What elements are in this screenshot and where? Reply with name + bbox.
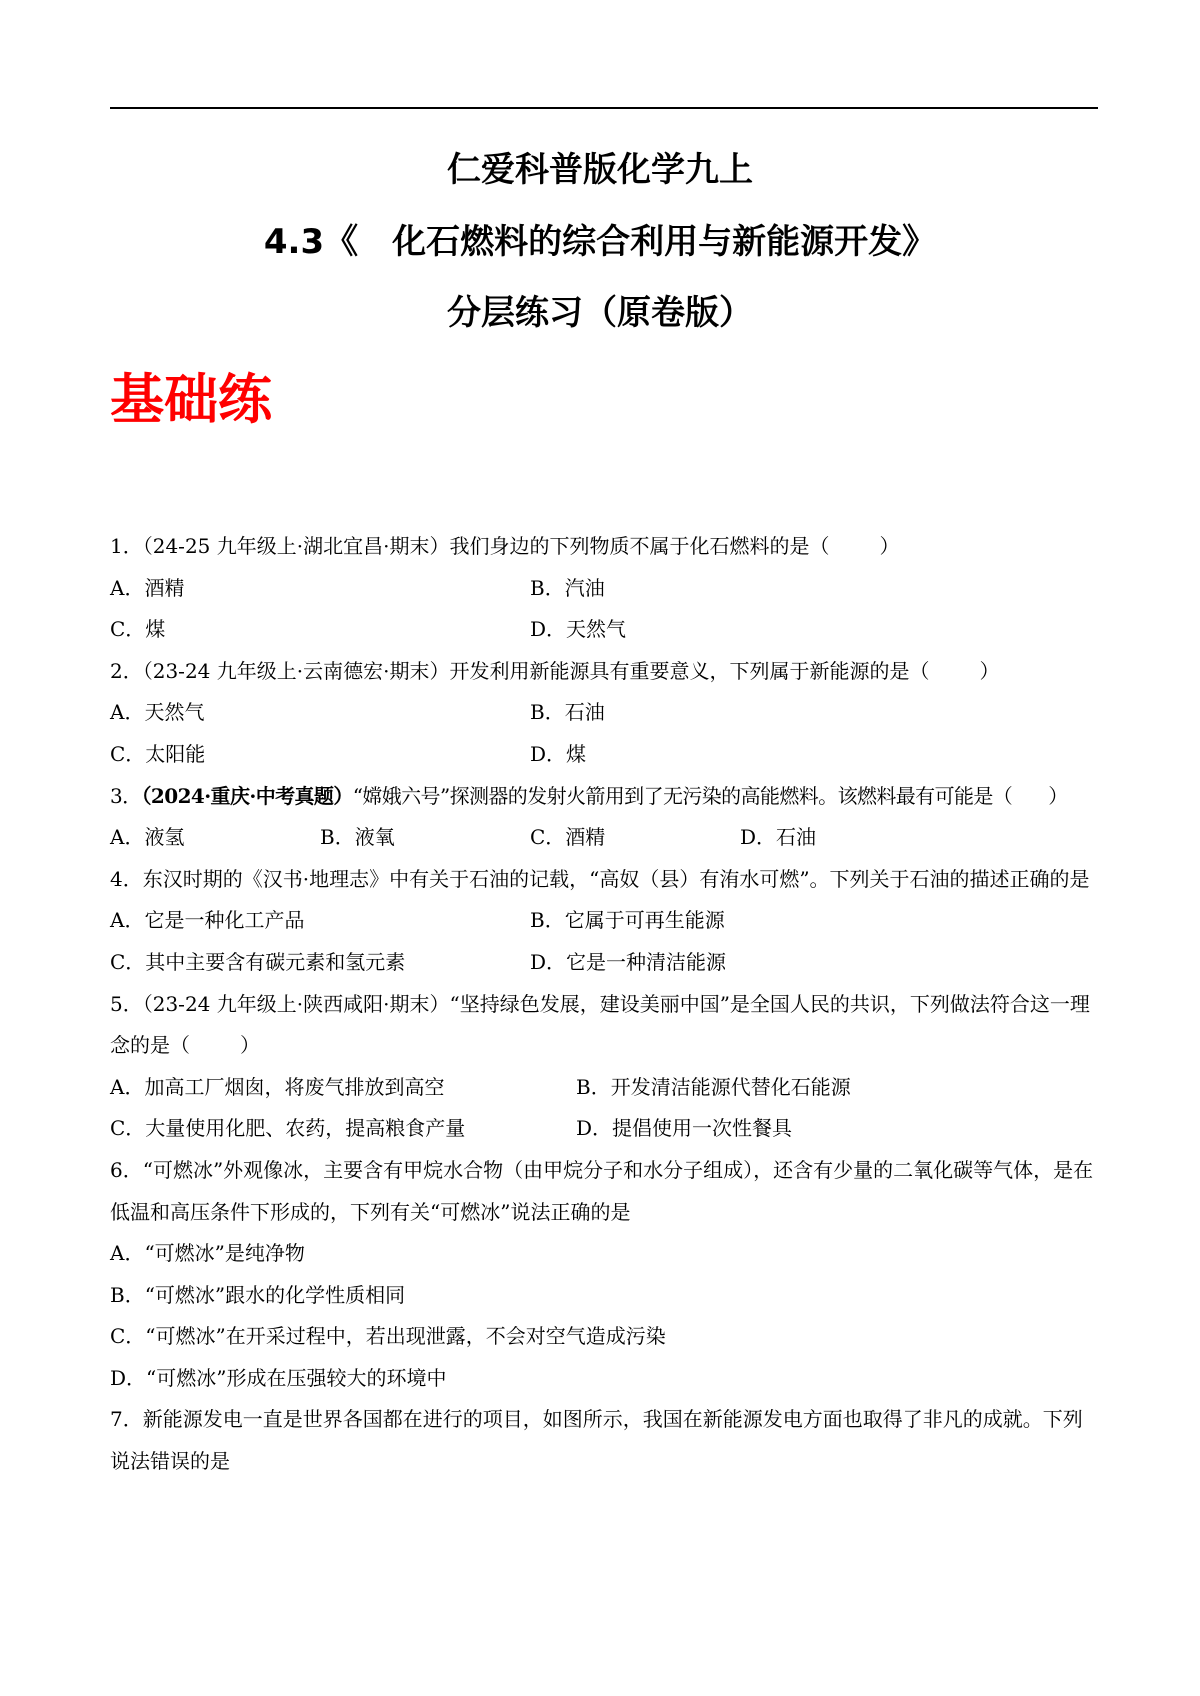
option-c: C．煤 bbox=[110, 617, 166, 642]
title-line-1: 仁爱科普版化学九上 bbox=[447, 150, 753, 190]
option-b: B．汽油 bbox=[530, 575, 605, 600]
title-line-3: 分层练习（原卷版） bbox=[447, 293, 753, 333]
option-b: B．它属于可再生能源 bbox=[530, 908, 725, 933]
section-title: 基础练 bbox=[110, 368, 272, 431]
question-3-options-row bbox=[110, 817, 1098, 859]
option-a: A．液氢 bbox=[110, 825, 185, 850]
question-1-options-row-2 bbox=[110, 609, 1098, 651]
option-b: B．液氧 bbox=[320, 825, 395, 850]
option-b: B．“可燃冰”跟水的化学性质相同 bbox=[110, 1282, 406, 1307]
question-5-options-row-1 bbox=[110, 1067, 1098, 1109]
option-a: A．天然气 bbox=[110, 700, 205, 725]
option-c: C．太阳能 bbox=[110, 741, 206, 766]
title-line-2: 4.3《 化石燃料的综合利用与新能源开发》 bbox=[263, 222, 937, 262]
option-a: A．加高工厂烟囱，将废气排放到高空 bbox=[110, 1074, 445, 1099]
option-d: D．石油 bbox=[740, 825, 817, 850]
question-list bbox=[110, 526, 1098, 1483]
question-2-stem: 2．（23-24 九年级上·云南德宏·期末）开发利用新能源具有重要意义，下列属于新能源的是（ ） bbox=[110, 658, 1000, 683]
question-2-options-row-1 bbox=[110, 692, 1098, 734]
question-5-options-row-2 bbox=[110, 1108, 1098, 1150]
question-1-stem: 1．（24-25 九年级上·湖北宜昌·期末）我们身边的下列物质不属于化石燃料的是（ ） bbox=[110, 534, 900, 558]
question-1-options-row-1 bbox=[110, 568, 1098, 610]
option-b: B．开发清洁能源代替化石能源 bbox=[576, 1074, 851, 1099]
option-c: C．“可燃冰”在开采过程中，若出现泄露，不会对空气造成污染 bbox=[110, 1324, 666, 1349]
option-d: D．“可燃冰”形成在压强较大的环境中 bbox=[110, 1365, 447, 1390]
option-d: D．天然气 bbox=[530, 617, 627, 642]
option-c: C．酒精 bbox=[530, 825, 606, 850]
question-6-stem: 6．“可燃冰”外观像冰，主要含有甲烷水合物（由甲烷分子和水分子组成），还含有少量的二氧化碳等气体，是在低温和高压条件下形成的，下列有关“可燃冰”说法正确的是 bbox=[110, 1157, 1094, 1224]
option-a: A．它是一种化工产品 bbox=[110, 908, 305, 933]
option-d: D．它是一种清洁能源 bbox=[530, 949, 727, 974]
question-2-options-row-2 bbox=[110, 734, 1098, 776]
question-4-options-row-1 bbox=[110, 900, 1098, 942]
option-b: B．石油 bbox=[530, 700, 605, 725]
header-rule bbox=[110, 107, 1098, 109]
option-d: D．煤 bbox=[530, 741, 587, 766]
question-3-stem: 3．（2024·重庆·中考真题）“嫦娥六号”探测器的发射火箭用到了无污染的高能燃料。该燃料最有可能是（ ） bbox=[110, 783, 1068, 808]
question-5-stem: 5．（23-24 九年级上·陕西咸阳·期末）“坚持绿色发展，建设美丽中国”是全国人民的共识，下列做法符合这一理念的是（ ） bbox=[110, 991, 1090, 1058]
option-c: C．其中主要含有碳元素和氢元素 bbox=[110, 949, 406, 974]
question-7-stem: 7．新能源发电一直是世界各国都在进行的项目，如图所示，我国在新能源发电方面也取得了非凡的成就。下列说法错误的是 bbox=[110, 1407, 1083, 1474]
question-4-options-row-2 bbox=[110, 942, 1098, 984]
question-4-stem: 4．东汉时期的《汉书·地理志》中有关于石油的记载，“高奴（县）有洧水可燃”。下列关于石油的描述正确的是 bbox=[110, 866, 1090, 891]
option-c: C．大量使用化肥、农药，提高粮食产量 bbox=[110, 1116, 466, 1141]
option-d: D．提倡使用一次性餐具 bbox=[576, 1116, 793, 1141]
option-a: A．“可燃冰”是纯净物 bbox=[110, 1241, 305, 1266]
option-a: A．酒精 bbox=[110, 575, 185, 600]
